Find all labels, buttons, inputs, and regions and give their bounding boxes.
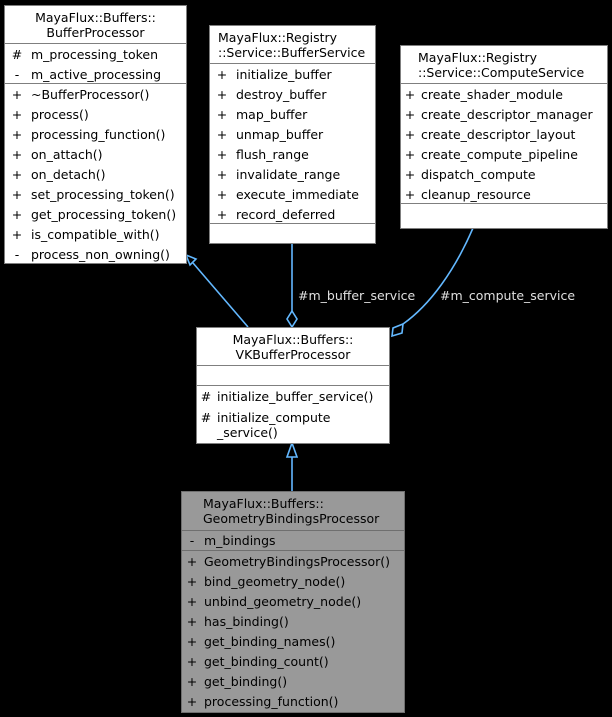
visibility-marker: -	[14, 67, 20, 82]
method-name: on_attach()	[31, 147, 103, 162]
class-name: BufferProcessor	[46, 25, 145, 40]
visibility-marker: +	[216, 107, 228, 122]
class-title	[210, 26, 375, 64]
method-name: initialize_buffer_service()	[217, 389, 374, 404]
attribute-row[interactable]	[5, 45, 186, 65]
visibility-marker: +	[186, 574, 198, 589]
attribute-row[interactable]	[401, 145, 607, 165]
method-row[interactable]	[5, 145, 186, 165]
edge-label-buffer-service: #m_buffer_service	[298, 288, 416, 303]
method-row[interactable]	[5, 225, 186, 245]
attribute-name: cleanup_resource	[421, 187, 531, 202]
class-namespace: MayaFlux::Buffers::	[203, 496, 324, 511]
attribute-row[interactable]	[210, 125, 375, 145]
attribute-row[interactable]	[401, 85, 607, 105]
attribute-row[interactable]	[210, 205, 375, 225]
visibility-marker: +	[186, 654, 198, 669]
attribute-name: m_processing_token	[31, 47, 158, 62]
visibility-marker: +	[186, 554, 198, 569]
method-row[interactable]	[5, 165, 186, 185]
method-name: bind_geometry_node()	[204, 574, 346, 589]
class-title	[401, 46, 607, 84]
method-name: process_non_owning()	[31, 247, 170, 262]
attribute-row[interactable]	[210, 105, 375, 125]
attribute-row[interactable]	[210, 65, 375, 85]
attribute-name: map_buffer	[236, 107, 308, 122]
method-row[interactable]	[5, 105, 186, 125]
class-namespace: MayaFlux::Registry	[218, 30, 338, 45]
method-name: get_binding()	[204, 674, 288, 689]
method-name: processing_function()	[204, 694, 339, 709]
class-geometry-bindings-processor[interactable]	[181, 491, 405, 713]
attribute-name: flush_range	[236, 147, 309, 162]
attribute-name: create_shader_module	[421, 87, 563, 102]
class-namespace: MayaFlux::Buffers::	[232, 332, 354, 347]
visibility-marker: +	[404, 107, 416, 122]
attribute-name: create_descriptor_layout	[421, 127, 576, 142]
method-row[interactable]	[182, 552, 404, 572]
visibility-marker: +	[11, 127, 23, 142]
visibility-marker: +	[11, 107, 23, 122]
visibility-marker: +	[216, 187, 228, 202]
class-namespace: MayaFlux::Buffers::	[35, 10, 156, 25]
attribute-row[interactable]	[210, 165, 375, 185]
attributes-section	[5, 44, 186, 84]
visibility-marker: +	[216, 87, 228, 102]
class-name: ::Service::BufferService	[218, 45, 366, 60]
attribute-row[interactable]	[401, 105, 607, 125]
visibility-marker: +	[11, 167, 23, 182]
method-name: set_processing_token()	[31, 187, 175, 202]
method-row[interactable]	[182, 592, 404, 612]
visibility-marker: +	[11, 147, 23, 162]
method-name: GeometryBindingsProcessor()	[204, 554, 391, 569]
visibility-marker: +	[11, 207, 23, 222]
method-row[interactable]	[182, 692, 404, 712]
attribute-name: initialize_buffer	[236, 67, 332, 82]
visibility-marker: -	[189, 533, 195, 548]
method-row[interactable]	[182, 572, 404, 592]
method-name: processing_function()	[31, 127, 166, 142]
method-row[interactable]	[197, 387, 389, 407]
attribute-row[interactable]	[210, 85, 375, 105]
attributes-section	[210, 64, 375, 224]
method-name: get_binding_count()	[204, 654, 329, 669]
visibility-marker: +	[404, 147, 416, 162]
method-row[interactable]	[5, 185, 186, 205]
attributes-section	[182, 531, 404, 551]
inheritance-arrowhead-icon	[186, 255, 196, 265]
method-name	[213, 410, 331, 440]
method-name: on_detach()	[31, 167, 106, 182]
visibility-marker: +	[216, 127, 228, 142]
attribute-row[interactable]	[401, 125, 607, 145]
method-name: ~BufferProcessor()	[31, 87, 150, 102]
visibility-marker: +	[216, 147, 228, 162]
visibility-marker: +	[186, 674, 198, 689]
class-vk-buffer-processor[interactable]	[196, 327, 390, 444]
method-row[interactable]	[5, 85, 186, 105]
method-name: process()	[31, 107, 89, 122]
methods-section	[5, 84, 186, 266]
edge-label-compute-service: #m_compute_service	[440, 288, 576, 303]
class-name: GeometryBindingsProcessor	[203, 511, 380, 526]
class-name: VKBufferProcessor	[235, 347, 351, 362]
attribute-row[interactable]	[210, 145, 375, 165]
methods-section-empty	[210, 224, 375, 243]
method-row[interactable]	[182, 652, 404, 672]
visibility-marker: #	[200, 410, 212, 425]
attribute-row[interactable]	[182, 531, 404, 550]
visibility-marker: +	[404, 87, 416, 102]
aggregation-diamond-icon	[287, 311, 297, 327]
class-title	[5, 6, 186, 44]
attribute-row[interactable]	[401, 185, 607, 205]
method-name-line2: _service()	[217, 425, 278, 440]
aggregation-diamond-icon	[392, 324, 403, 336]
methods-section	[182, 551, 404, 713]
visibility-marker: +	[216, 67, 228, 82]
class-namespace: MayaFlux::Registry	[418, 50, 538, 65]
visibility-marker: +	[186, 634, 198, 649]
class-buffer-service[interactable]	[209, 25, 376, 244]
visibility-marker: +	[186, 694, 198, 709]
visibility-marker: -	[14, 247, 20, 262]
visibility-marker: #	[200, 389, 212, 404]
visibility-marker: +	[404, 187, 416, 202]
method-name: get_binding_names()	[204, 634, 336, 649]
attributes-section-empty	[197, 366, 389, 386]
attribute-name: create_descriptor_manager	[421, 107, 593, 122]
method-name: has_binding()	[204, 614, 289, 629]
class-title	[182, 492, 404, 531]
methods-section	[197, 386, 389, 443]
method-row[interactable]	[5, 205, 186, 225]
attribute-row[interactable]	[210, 185, 375, 205]
visibility-marker: +	[216, 207, 228, 222]
aggregation-edge-bufferservice-to-vk	[287, 243, 297, 327]
method-row[interactable]	[5, 245, 186, 265]
attribute-name: unmap_buffer	[236, 127, 324, 142]
visibility-marker: +	[404, 127, 416, 142]
visibility-marker: +	[11, 227, 23, 242]
attribute-name: m_active_processing	[31, 67, 162, 82]
method-name: is_compatible_with()	[31, 227, 160, 242]
attribute-row[interactable]	[401, 165, 607, 185]
class-compute-service[interactable]	[400, 45, 608, 229]
inheritance-edge-vk-to-bufferprocessor	[186, 255, 248, 327]
attribute-name: m_bindings	[204, 533, 276, 548]
method-row[interactable]	[197, 407, 389, 442]
method-row[interactable]	[5, 125, 186, 145]
visibility-marker: +	[11, 87, 23, 102]
visibility-marker: +	[11, 187, 23, 202]
attribute-name: execute_immediate	[236, 187, 359, 202]
method-row[interactable]	[182, 632, 404, 652]
attribute-name: create_compute_pipeline	[421, 147, 578, 162]
attribute-row[interactable]	[5, 65, 186, 85]
method-row[interactable]	[182, 672, 404, 692]
method-name-line1: initialize_compute	[217, 410, 331, 425]
method-name: get_processing_token()	[31, 207, 177, 222]
method-row[interactable]	[182, 612, 404, 632]
aggregation-edge-computeservice-to-vk	[392, 228, 473, 336]
class-buffer-processor[interactable]	[4, 5, 187, 264]
methods-section-empty	[401, 204, 607, 228]
attribute-name: dispatch_compute	[421, 167, 536, 182]
visibility-marker: +	[186, 594, 198, 609]
class-name: ::Service::ComputeService	[418, 65, 585, 80]
attribute-name: invalidate_range	[236, 167, 341, 182]
visibility-marker: +	[404, 167, 416, 182]
attribute-name: record_deferred	[236, 207, 336, 222]
visibility-marker: +	[216, 167, 228, 182]
attributes-section	[401, 84, 607, 204]
class-title	[197, 328, 389, 366]
inheritance-edge-geometry-to-vk	[287, 443, 297, 491]
attribute-name: destroy_buffer	[236, 87, 327, 102]
visibility-marker: +	[186, 614, 198, 629]
visibility-marker: #	[11, 47, 23, 62]
method-name: unbind_geometry_node()	[204, 594, 362, 609]
inheritance-arrowhead-icon	[287, 443, 297, 457]
